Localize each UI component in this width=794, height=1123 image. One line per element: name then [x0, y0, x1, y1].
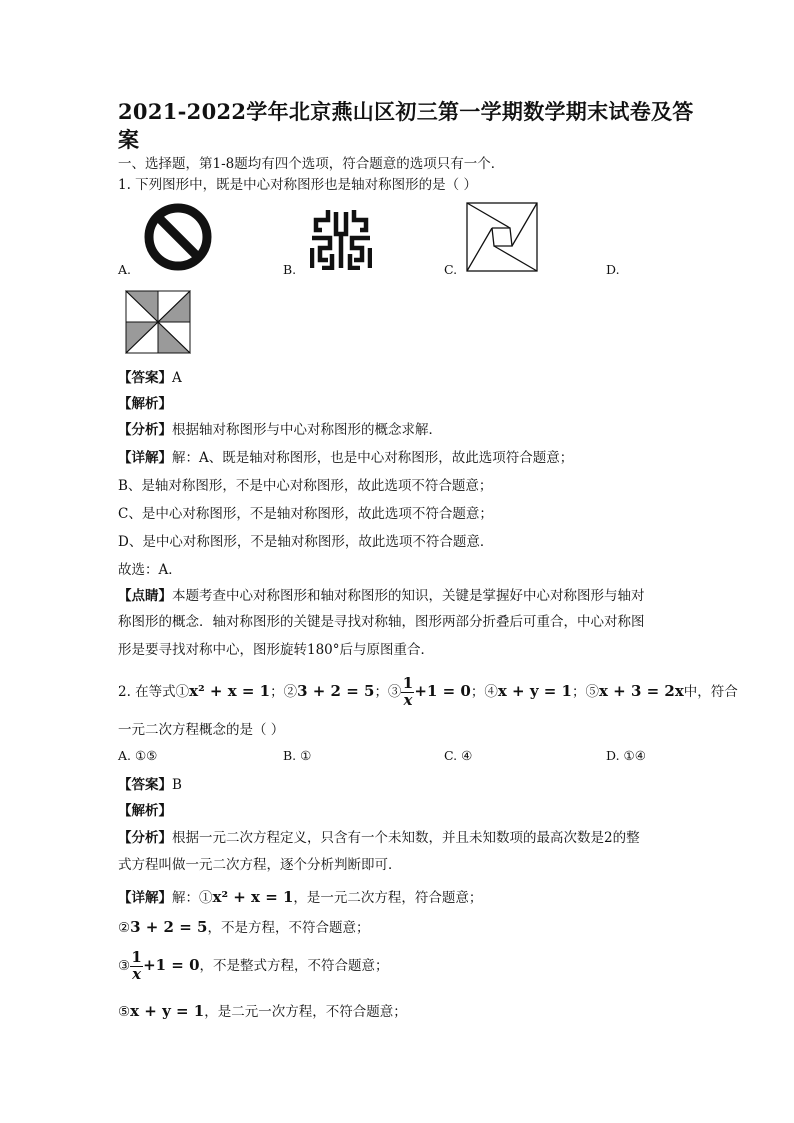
q2-detail-line2 — [118, 916, 369, 936]
q1-xiangjie-text: 解：A、既是轴对称图形，也是中心对称图形，故此选项符合题意； — [172, 450, 574, 466]
q1-option-a: A. — [118, 262, 132, 277]
q2-l4-pre: ⑤ — [118, 1004, 131, 1020]
figure-b-maze-pattern — [310, 208, 372, 270]
q1-stem: 1. 下列图形中，既是中心对称图形也是轴对称图形的是（ ） — [118, 177, 477, 193]
q2-suffix: 中，符合 — [683, 683, 738, 700]
q2-jiexi-heading: 【解析】 — [118, 803, 172, 819]
q2-analysis-line1 — [118, 826, 640, 846]
q2-l2-eq: 3 + 2 = 5 — [130, 918, 208, 936]
q2-sep2: ；③ — [374, 683, 402, 700]
q1-answer-value: A — [172, 370, 182, 386]
q2-eq3-fraction — [401, 676, 414, 709]
q2-l3-pre: ③ — [118, 957, 131, 974]
q1-option-c: C. — [444, 262, 458, 277]
figure-c-square-pinwheel — [466, 202, 538, 272]
q1-answer — [118, 366, 182, 386]
document-title-continued: 案 — [118, 127, 140, 152]
q2-analysis-line2: 式方程叫做一元二次方程，逐个分析判断即可． — [118, 857, 402, 873]
q2-answer-value: B — [172, 777, 182, 793]
q1-comment-line1 — [118, 584, 645, 604]
q1-detail — [118, 446, 573, 466]
q2-l3-fraction — [130, 950, 143, 983]
q1-fenxi-text: 根据轴对称图形与中心对称图形的概念求解． — [172, 422, 442, 438]
q2-l2-post: ，不是方程，不符合题意； — [207, 920, 370, 936]
q1-fenxi-tag: 【分析】 — [118, 422, 172, 438]
q2-fenxi-tag: 【分析】 — [118, 830, 172, 846]
q1-jiexi-heading: 【解析】 — [118, 396, 172, 412]
q1-analysis — [118, 418, 442, 438]
q2-sep1: ；② — [270, 683, 298, 700]
q2-eq3-den: x — [403, 690, 413, 709]
q2-eq2: 3 + 2 = 5 — [297, 681, 375, 700]
q2-xiangjie-eq: x² + x = 1 — [212, 888, 294, 906]
q2-eq3-rest: +1 = 0 — [414, 681, 471, 700]
q2-prefix: 2. 在等式① — [118, 683, 190, 700]
q2-option-c: C. ④ — [444, 748, 473, 763]
q2-eq4: x + y = 1 — [497, 681, 572, 700]
q1-answer-tag: 【答案】 — [118, 370, 172, 386]
q2-detail-line1 — [118, 886, 482, 906]
q2-answer-tag: 【答案】 — [118, 777, 172, 793]
document-title: 2021-2022学年北京燕山区初三第一学期数学期末试卷及答 — [118, 99, 694, 124]
q1-xiangjie-tag: 【详解】 — [118, 450, 172, 466]
q1-option-b: B. — [283, 262, 297, 277]
q1-detail-b: B、是轴对称图形，不是中心对称图形，故此选项不符合题意； — [118, 478, 493, 494]
q1-dianjing-tag: 【点睛】 — [118, 588, 172, 604]
q1-detail-d: D、是中心对称图形，不是轴对称图形，故此选项不符合题意． — [118, 534, 494, 550]
q2-eq5: x + 3 = 2x — [598, 681, 684, 700]
q2-answer — [118, 773, 182, 793]
q2-l4-eq: x + y = 1 — [130, 1002, 205, 1020]
q2-l3-rest: +1 = 0 — [143, 955, 200, 974]
q2-sep3: ；④ — [470, 683, 498, 700]
q2-xiangjie-tag: 【详解】 — [118, 890, 172, 906]
q2-eq1: x² + x = 1 — [189, 681, 271, 700]
q2-eq3-num: 1 — [402, 674, 414, 692]
q2-xiangjie-pre: 解：① — [172, 890, 213, 906]
q1-dianjing-text1: 本题考查中心对称图形和轴对称图形的知识，关键是掌握好中心对称图形与轴对 — [172, 588, 645, 604]
figure-a-prohibition-sign — [143, 202, 213, 272]
q2-option-b: B. ① — [283, 748, 312, 763]
q2-detail-line4 — [118, 1000, 407, 1020]
q1-detail-c: C、是中心对称图形，不是轴对称图形，故此选项不符合题意； — [118, 506, 493, 522]
q1-option-d: D. — [606, 262, 620, 277]
q2-l4-post: ，是二元一次方程，不符合题意； — [204, 1004, 407, 1020]
q2-stem-line1 — [118, 676, 738, 709]
section-header: 一、选择题，第1-8题均有四个选项，符合题意的选项只有一个． — [118, 156, 505, 172]
q1-comment-line3: 形是要寻找对称中心，图形旋转180°后与原图重合． — [118, 642, 435, 658]
q2-l3-num: 1 — [131, 948, 142, 966]
q2-l2-pre: ② — [118, 920, 131, 936]
q2-l3-den: x — [132, 964, 142, 983]
q2-l3-post: ，不是整式方程，不符合题意； — [199, 957, 389, 974]
q2-option-a: A. ①⑤ — [118, 748, 158, 763]
figure-d-pinwheel — [125, 290, 191, 354]
q2-option-d: D. ①④ — [606, 748, 646, 763]
q2-xiangjie-post: ，是一元二次方程，符合题意； — [293, 890, 483, 906]
q2-sep4: ；⑤ — [571, 683, 599, 700]
q1-comment-line2: 称图形的概念．轴对称图形的关键是寻找对称轴，图形两部分折叠后可重合，中心对称图 — [118, 614, 645, 630]
q2-detail-line3 — [118, 950, 389, 983]
q2-fenxi-text1: 根据一元二次方程定义，只含有一个未知数，并且未知数项的最高次数是2的整 — [172, 830, 640, 846]
q2-stem-line2: 一元二次方程概念的是（ ） — [118, 722, 285, 738]
q1-conclusion: 故选：A． — [118, 562, 182, 578]
